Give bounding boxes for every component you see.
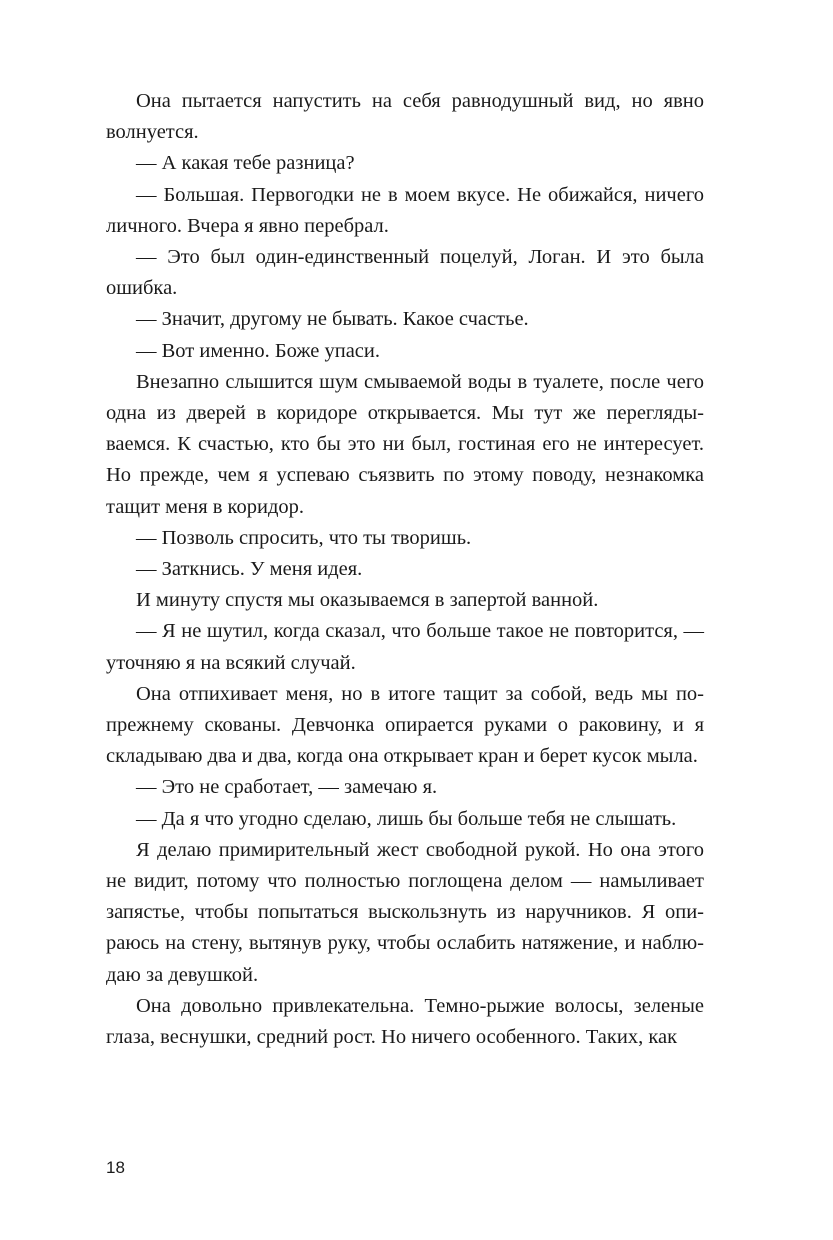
paragraph: Я делаю примирительный жест свободной рукой. Но она этого не видит, потому что полностью поглощена делом — намыливает запястье, чтобы попытаться выскользнуть из наручников. Я опираюсь на стену, вытянув руку, чтобы ослабить натяжение, и наблюдаю за девушкой.	[106, 838, 704, 986]
paragraph: Внезапно слышится шум смываемой воды в туалете, после чего одна из дверей в коридоре открывается. Мы тут же переглядываемся. К счастью, кто бы это ни был, гостиная его не интересует. Но прежде, чем я успеваю съязвить по этому поводу, незнакомка тащит меня в коридор.	[106, 370, 704, 518]
book-page-body	[106, 86, 704, 1053]
paragraph: И минуту спустя мы оказываемся в запертой ванной.	[136, 589, 599, 612]
paragraph: — Да я что угодно сделаю, лишь бы больше тебя не слышать.	[136, 807, 677, 830]
paragraph: Она пытается напустить на себя равнодушный вид, но явно волнуется.	[106, 90, 704, 144]
paragraph: — Вот именно. Боже упаси.	[136, 339, 380, 362]
paragraph: — Большая. Первогодки не в моем вкусе. Не обижайся, ничего личного. Вчера я явно перебрал.	[106, 183, 704, 237]
paragraph: — Я не шутил, когда сказал, что больше такое не повторится, — уточняю я на всякий случай.	[106, 620, 704, 674]
paragraph: — Это был один-единственный поцелуй, Логан. И это была ошибка.	[106, 246, 704, 300]
paragraph: — Значит, другому не бывать. Какое счастье.	[136, 308, 529, 331]
paragraph: Она довольно привлекательна. Темно-рыжие волосы, зеленые глаза, веснушки, средний рост. Но ничего особенного. Таких, как	[106, 994, 704, 1049]
paragraph: — А какая тебе разница?	[136, 152, 355, 175]
paragraph: — Позволь спросить, что ты творишь.	[136, 526, 472, 549]
page-number: 18	[106, 1158, 125, 1177]
paragraph: Она отпихивает меня, но в итоге тащит за собой, ведь мы попрежнему скованы. Девчонка опирается руками о раковину, и я складываю два и два, когда она открывает кран и берет кусок мыла.	[106, 682, 704, 768]
paragraph: — Заткнись. У меня идея.	[136, 558, 363, 581]
paragraph: — Это не сработает, — замечаю я.	[136, 776, 438, 799]
